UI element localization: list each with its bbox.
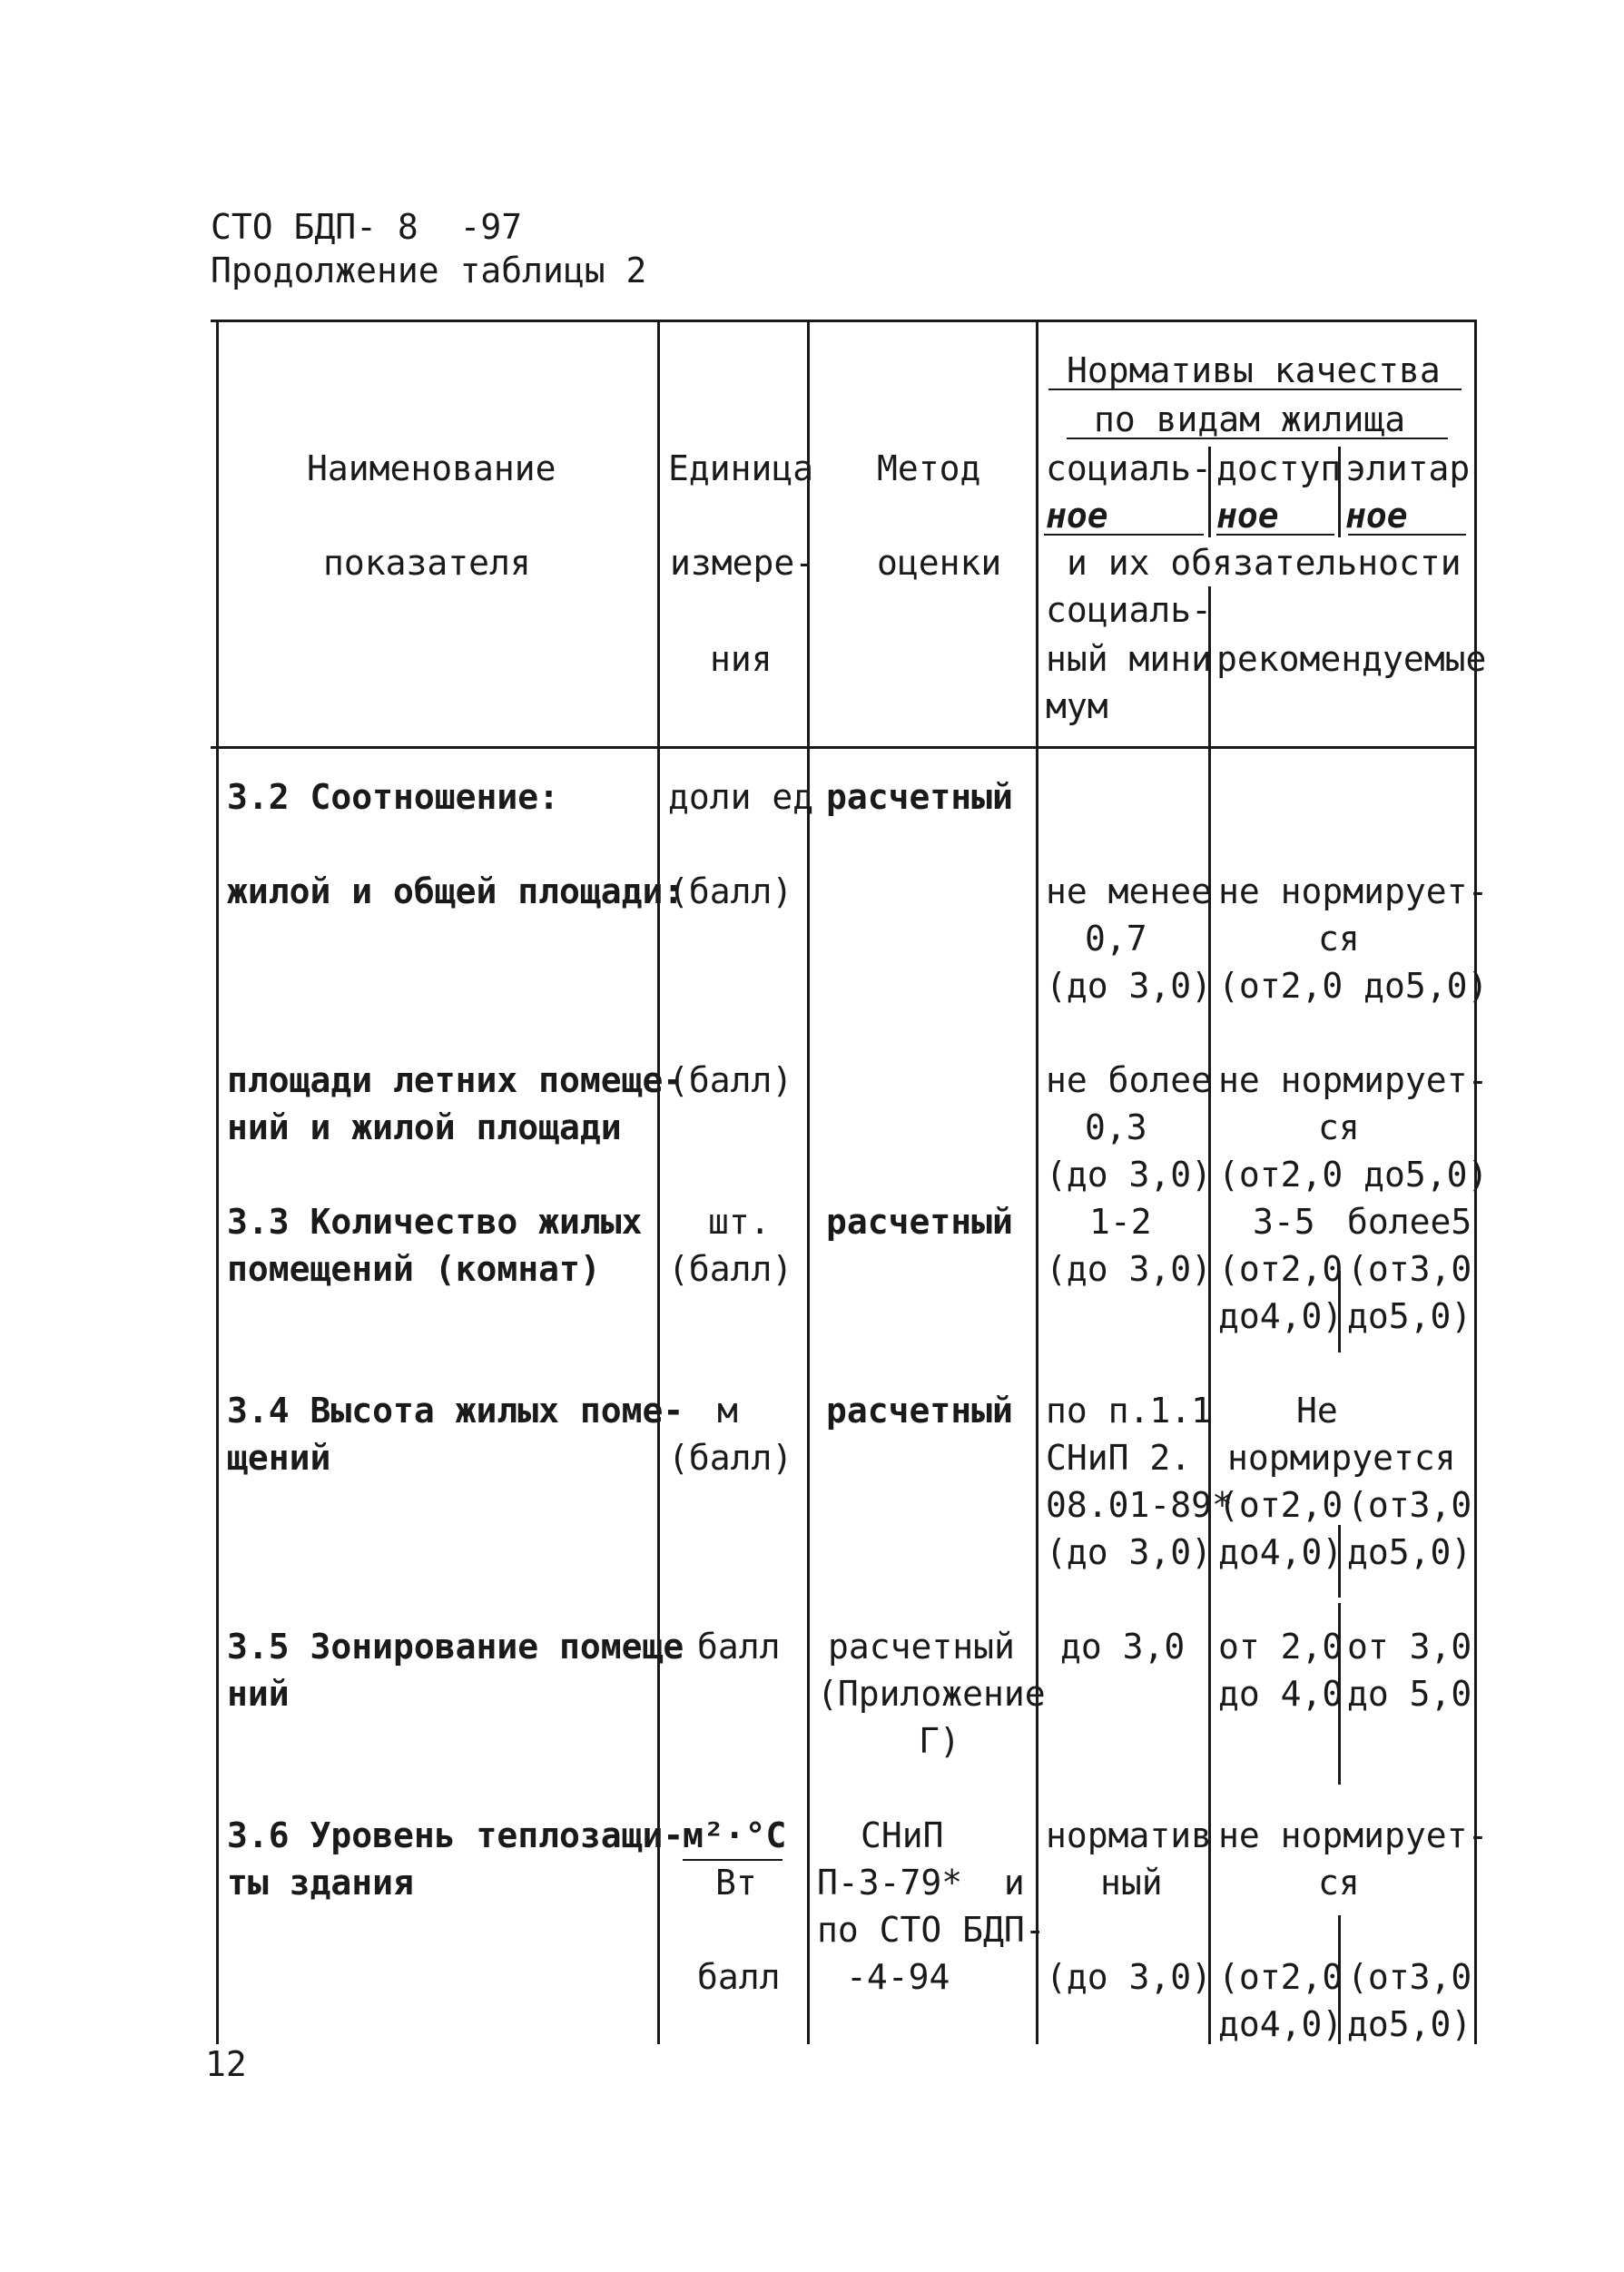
type-elite-line2: ное <box>1345 496 1408 536</box>
row-3-6-social-line1: норматив <box>1046 1815 1213 1855</box>
norms-title-line2: по видам жилища <box>1094 399 1406 439</box>
row-3-6-rec-line2: ся <box>1318 1863 1360 1903</box>
page-number: 12 <box>205 2044 247 2084</box>
row-3-2-sub1-rec-line2: ся <box>1318 919 1360 959</box>
row-3-2-method: расчетный <box>826 777 1013 817</box>
row-3-2-sub1-social-line3: (до 3,0) <box>1046 966 1213 1006</box>
row-3-4-elite-line1: (от3,0 <box>1347 1485 1472 1525</box>
row-3-3-elite-line1: более5 <box>1347 1202 1472 1242</box>
type-social-line2: ное <box>1046 496 1108 536</box>
type-access-line2: ное <box>1216 496 1279 536</box>
row-3-4-unit-line1: м <box>717 1391 738 1431</box>
row-3-3-unit-line2: (балл) <box>668 1249 793 1289</box>
row-3-3-unit-line1: шт. <box>708 1202 771 1242</box>
row-3-2-sub1-rec-line3: (от2,0 до5,0) <box>1218 966 1489 1006</box>
obligation-label: и их обязательности <box>1067 543 1462 583</box>
row-3-4-access-line2: до4,0) <box>1218 1532 1343 1572</box>
row-3-2-sub1-social-line1: не менее <box>1046 871 1213 911</box>
row-3-6-method-line2: П-3-79* и <box>817 1863 1025 1903</box>
row-3-5-method-line1: расчетный <box>828 1627 1015 1667</box>
social-min-line3: мум <box>1046 686 1108 726</box>
row-3-4-social-line4: (до 3,0) <box>1046 1532 1213 1572</box>
row-3-6-unit-denominator: Вт <box>715 1863 757 1903</box>
social-min-line2: ный мини <box>1046 639 1213 679</box>
row-3-2-name: 3.2 Соотношение: <box>227 777 560 817</box>
row-3-5-name-line1: 3.5 Зонирование помеще <box>227 1627 684 1667</box>
row-3-5-elite-line2: до 5,0 <box>1347 1674 1472 1714</box>
row-3-2-sub2-name-line1: площади летних помеще- <box>227 1060 684 1100</box>
col-name-header-line2: показателя <box>323 543 531 583</box>
row-3-2-sub2-social-line3: (до 3,0) <box>1046 1155 1213 1195</box>
row-3-5-social: до 3,0 <box>1060 1627 1186 1667</box>
row-3-6-elite-line1: (от3,0 <box>1347 1957 1472 1997</box>
row-3-3-name-line2: помещений (комнат) <box>227 1249 601 1289</box>
row-3-6-social-line2: ный <box>1100 1863 1163 1903</box>
row-3-5-name-line2: ний <box>227 1674 290 1714</box>
norms-title-line1: Нормативы качества <box>1067 350 1441 390</box>
row-3-6-unit-numerator: м²·°С <box>683 1815 787 1855</box>
row-3-2-sub2-social-line2: 0,3 <box>1085 1107 1147 1147</box>
row-3-6-elite-line2: до5,0) <box>1347 2004 1472 2044</box>
row-3-2-sub2-rec-line3: (от2,0 до5,0) <box>1218 1155 1489 1195</box>
row-3-2-sub2-name-line2: ний и жилой площади <box>227 1107 622 1147</box>
col-unit-header-line3: ния <box>710 639 773 679</box>
row-3-6-method-line4: -4-94 <box>846 1957 950 1997</box>
row-3-4-social-line1: по п.1.1 <box>1046 1391 1213 1431</box>
type-social-line1: социаль- <box>1046 448 1213 488</box>
col-method-header-line2: оценки <box>877 543 1002 583</box>
row-3-6-unit-ball: балл <box>697 1957 781 1997</box>
row-3-2-sub1-name: жилой и общей площади: <box>227 871 684 911</box>
row-3-2-sub2-social-line1: не более <box>1046 1060 1213 1100</box>
row-3-2-sub1-unit: (балл) <box>668 871 793 911</box>
row-3-6-method-line1: СНиП <box>861 1815 944 1855</box>
row-3-3-elite-line2: (от3,0 <box>1347 1249 1472 1289</box>
row-3-3-access-line1: 3-5 <box>1253 1202 1315 1242</box>
row-3-6-name-line1: 3.6 Уровень теплозащи- <box>227 1815 684 1855</box>
row-3-6-method-line3: по СТО БДП- <box>817 1910 1046 1950</box>
row-3-5-access-line2: до 4,0 <box>1218 1674 1343 1714</box>
doc-code: СТО БДП- 8 -97 <box>211 207 523 247</box>
row-3-4-rec-line1: Не <box>1296 1391 1338 1431</box>
row-3-5-method-line2: (Приложение <box>817 1674 1046 1714</box>
row-3-3-access-line2: (от2,0 <box>1218 1249 1343 1289</box>
row-3-4-unit-line2: (балл) <box>668 1438 793 1478</box>
row-3-5-access-line1: от 2,0 <box>1218 1627 1343 1667</box>
row-3-4-method: расчетный <box>826 1391 1013 1431</box>
row-3-2-sub2-rec-line1: не нормирует- <box>1218 1060 1489 1100</box>
row-3-2-unit: доли ед <box>668 777 814 817</box>
row-3-4-access-line1: (от2,0 <box>1218 1485 1343 1525</box>
row-3-2-sub2-unit: (балл) <box>668 1060 793 1100</box>
row-3-3-method: расчетный <box>826 1202 1013 1242</box>
row-3-6-social-line3: (до 3,0) <box>1046 1957 1213 1997</box>
table-continuation: Продолжение таблицы 2 <box>211 251 647 290</box>
row-3-2-sub2-rec-line2: ся <box>1318 1107 1360 1147</box>
row-3-4-rec-line2: нормируется <box>1227 1438 1456 1478</box>
row-3-5-method-line3: Г) <box>919 1721 960 1761</box>
row-3-4-name-line2: щений <box>227 1438 331 1478</box>
row-3-5-unit: балл <box>697 1627 781 1667</box>
row-3-4-name-line1: 3.4 Высота жилых поме- <box>227 1391 684 1431</box>
col-unit-header-line2: измере- <box>670 543 816 583</box>
row-3-6-name-line2: ты здания <box>227 1863 414 1903</box>
row-3-2-sub1-social-line2: 0,7 <box>1085 919 1147 959</box>
row-3-6-access-line2: до4,0) <box>1218 2004 1343 2044</box>
row-3-6-access-line1: (от2,0 <box>1218 1957 1343 1997</box>
row-3-3-social-line1: 1-2 <box>1089 1202 1152 1242</box>
col-name-header-line1: Наименование <box>307 448 556 488</box>
row-3-3-name-line1: 3.3 Количество жилых <box>227 1202 643 1242</box>
social-min-line1: социаль- <box>1046 590 1213 630</box>
type-elite-line1: элитар <box>1345 448 1471 488</box>
row-3-3-access-line3: до4,0) <box>1218 1296 1343 1336</box>
col-unit-header-line1: Единица <box>668 448 814 488</box>
row-3-6-rec-line1: не нормирует- <box>1218 1815 1489 1855</box>
col-method-header-line1: Метод <box>877 448 981 488</box>
row-3-3-social-line2: (до 3,0) <box>1046 1249 1213 1289</box>
row-3-4-social-line3: 08.01-89* <box>1046 1485 1233 1525</box>
recommended-label: рекомендуемые <box>1216 639 1487 679</box>
row-3-4-social-line2: СНиП 2. <box>1046 1438 1192 1478</box>
row-3-5-elite-line1: от 3,0 <box>1347 1627 1472 1667</box>
row-3-2-sub1-rec-line1: не нормирует- <box>1218 871 1489 911</box>
row-3-3-elite-line3: до5,0) <box>1347 1296 1472 1336</box>
row-3-4-elite-line2: до5,0) <box>1347 1532 1472 1572</box>
type-access-line1: доступ <box>1216 448 1342 488</box>
